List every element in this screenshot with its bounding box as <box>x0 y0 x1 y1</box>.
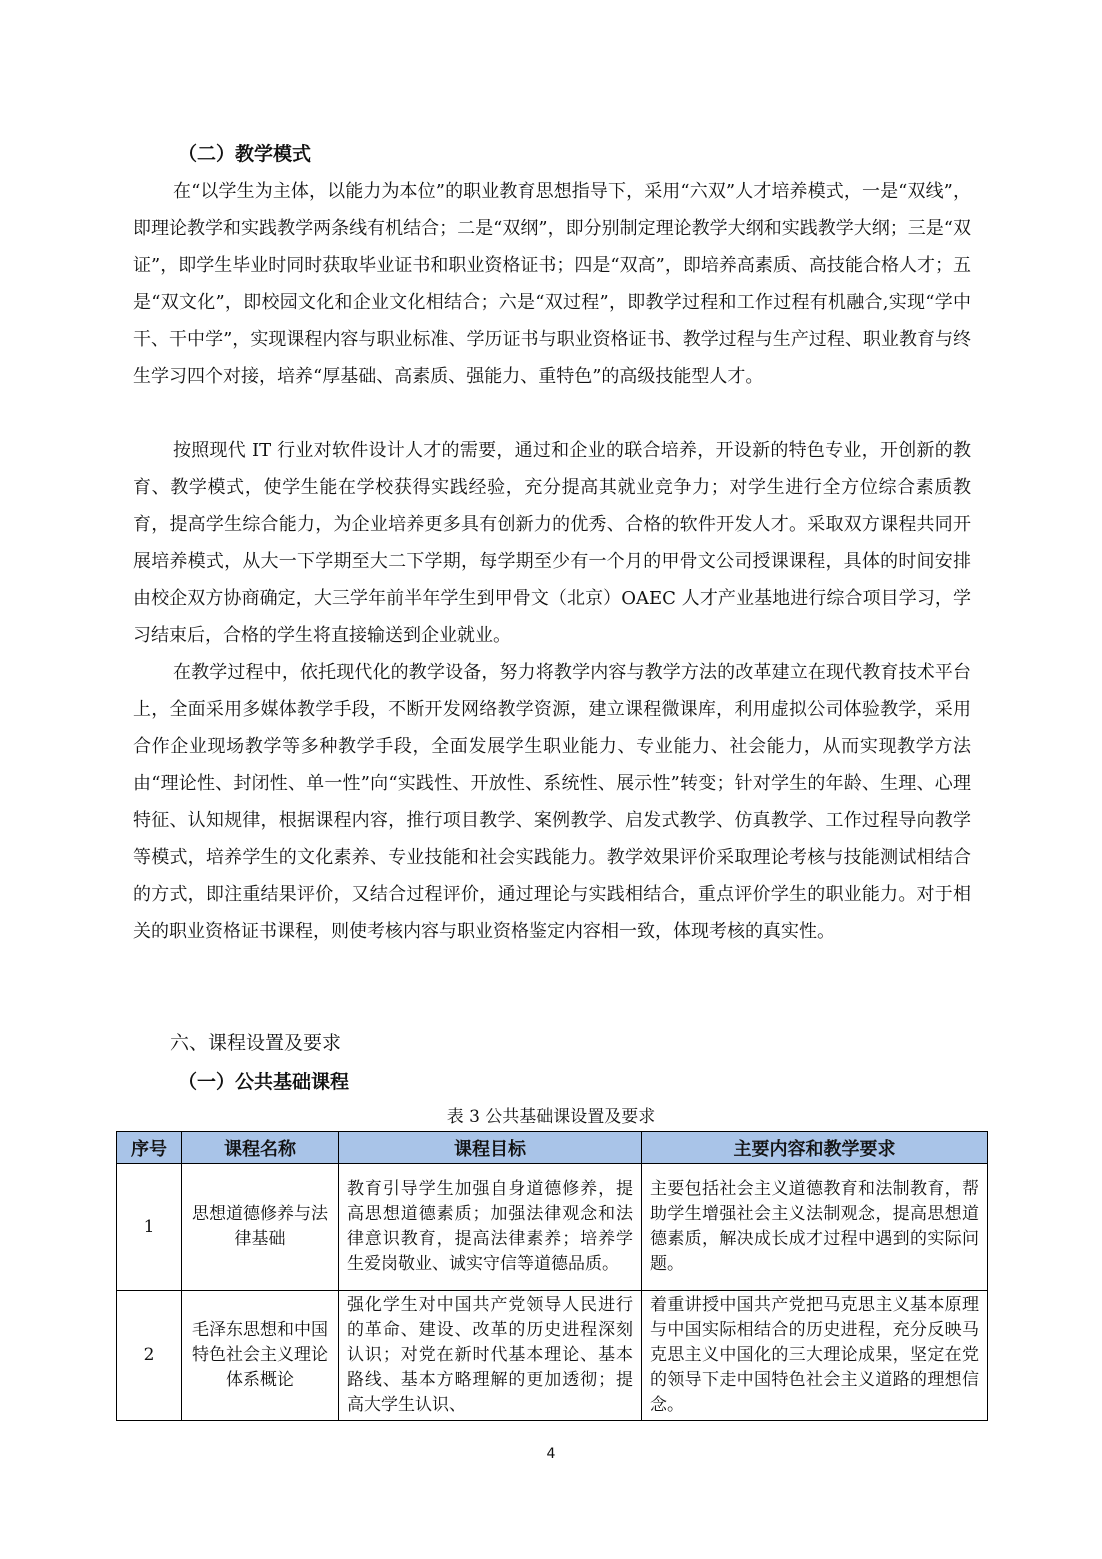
table-row <box>117 1164 988 1291</box>
cell-course-goal: 教育引导学生加强自身道德修养，提高思想道德素质；加强法律观念和法律意识教育，提高法律素养；培养学生爱岗敬业、诚实守信等道德品质。 <box>339 1164 642 1291</box>
section-heading-teaching-mode: （二）教学模式 <box>178 143 312 165</box>
column-header-number: 序号 <box>117 1132 182 1164</box>
cell-course-name: 毛泽东思想和中国特色社会主义理论体系概论 <box>182 1291 339 1421</box>
subsection-heading-public-courses: （一）公共基础课程 <box>178 1071 350 1093</box>
cell-number: 1 <box>117 1164 182 1291</box>
table-row <box>117 1291 988 1421</box>
paragraph-six-doubles: 在“以学生为主体，以能力为本位”的职业教育思想指导下，采用“六双”人才培养模式，一是“双线”，即理论教学和实践教学两条线有机结合；二是“双纲”，即分别制定理论教学大纲和实践教学大纲；三是“双证”，即学生毕业时同时获取毕业证书和职业资格证书；四是“双高”，即培养高素质、高技能合格人才；五是“双文化”，即校园文化和企业文化相结合；六是“双过程”，即教学过程和工作过程有机融合,实现“学中干、干中学”，实现课程内容与职业标准、学历证书与职业资格证书、教学过程与生产过程、职业教育与终生学习四个对接，培养“厚基础、高素质、强能力、重特色”的高级技能型人才。 <box>133 181 971 387</box>
paragraph-joint-training: 按照现代 IT 行业对软件设计人才的需要，通过和企业的联合培养，开设新的特色专业，开创新的教育、教学模式，使学生能在学校获得实践经验，充分提高其就业竞争力；对学生进行全方位综合素质教育，提高学生综合能力，为企业培养更多具有创新力的优秀、合格的软件开发人才。采取双方课程共同开展培养模式，从大一下学期至大二下学期，每学期至少有一个月的甲骨文公司授课课程，具体的时间安排由校企双方协商确定，大三学年前半年学生到甲骨文（北京）OAEC 人才产业基地进行综合项目学习，学习结束后，合格的学生将直接输送到企业就业。 <box>133 440 971 646</box>
table-header-row <box>117 1132 988 1164</box>
paragraph-teaching-process: 在教学过程中，依托现代化的教学设备，努力将教学内容与教学方法的改革建立在现代教育技术平台上，全面采用多媒体教学手段，不断开发网络教学资源，建立课程微课库，利用虚拟公司体验教学，采用合作企业现场教学等多种教学手段，全面发展学生职业能力、专业能力、社会能力，从而实现教学方法由“理论性、封闭性、单一性”向“实践性、开放性、系统性、展示性”转变；针对学生的年龄、生理、心理特征、认知规律，根据课程内容，推行项目教学、案例教学、启发式教学、仿真教学、工作过程导向教学等模式，培养学生的文化素养、专业技能和社会实践能力。教学效果评价采取理论考核与技能测试相结合的方式，即注重结果评价，又结合过程评价，通过理论与实践相结合，重点评价学生的职业能力。对于相关的职业资格证书课程，则使考核内容与职业资格鉴定内容相一致，体现考核的真实性。 <box>133 662 971 942</box>
public-courses-table <box>116 1131 988 1421</box>
cell-number: 2 <box>117 1291 182 1421</box>
cell-content-requirements: 着重讲授中国共产党把马克思主义基本原理与中国实际相结合的历史进程，充分反映马克思主义中国化的三大理论成果，坚定在党的领导下走中国特色社会主义道路的理想信念。 <box>642 1291 988 1421</box>
cell-content-requirements: 主要包括社会主义道德教育和法制教育，帮助学生增强社会主义法制观念，提高思想道德素质，解决成长成才过程中遇到的实际问题。 <box>642 1164 988 1291</box>
column-header-course-name: 课程名称 <box>182 1132 339 1164</box>
column-header-course-goal: 课程目标 <box>339 1132 642 1164</box>
column-header-content-requirements: 主要内容和教学要求 <box>642 1132 988 1164</box>
section-heading-courses: 六、课程设置及要求 <box>170 1032 342 1054</box>
cell-course-name: 思想道德修养与法律基础 <box>182 1164 339 1291</box>
table-caption: 表 3 公共基础课设置及要求 <box>446 1107 656 1127</box>
page-number: 4 <box>546 1446 556 1462</box>
cell-course-goal: 强化学生对中国共产党领导人民进行的革命、建设、改革的历史进程深刻认识；对党在新时代基本理论、基本路线、基本方略理解的更加透彻；提高大学生认识、 <box>339 1291 642 1421</box>
